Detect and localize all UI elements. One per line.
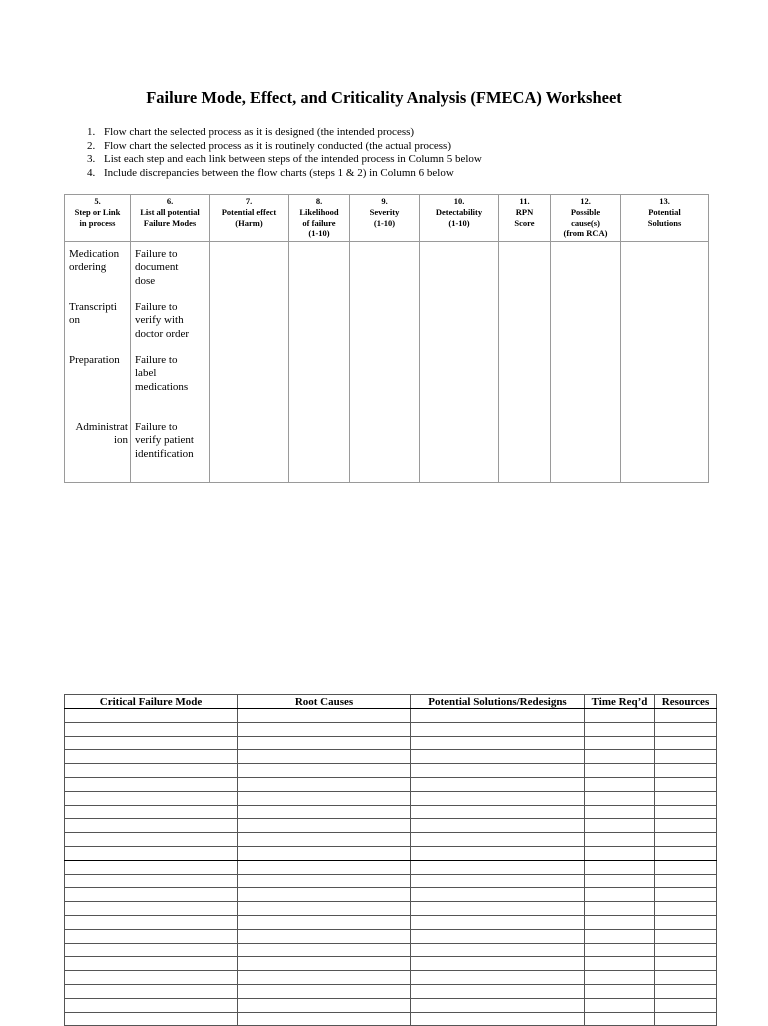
rpn-score-cell[interactable] xyxy=(499,242,551,483)
instruction-item: 3. List each step and each link between steps of the intended process in Column 5 below xyxy=(87,153,482,166)
blank-cell[interactable] xyxy=(238,915,411,929)
table-row xyxy=(65,957,717,971)
blank-cell[interactable] xyxy=(585,791,655,805)
table-row xyxy=(65,971,717,985)
blank-cell[interactable] xyxy=(655,971,717,985)
blank-cell[interactable] xyxy=(238,805,411,819)
blank-cell[interactable] xyxy=(585,998,655,1012)
root-cause-table-body xyxy=(65,709,717,1026)
column-header: Time Req’d xyxy=(585,695,655,709)
blank-cell[interactable] xyxy=(65,764,238,778)
blank-cell[interactable] xyxy=(65,709,238,723)
blank-cell[interactable] xyxy=(238,709,411,723)
blank-cell[interactable] xyxy=(585,943,655,957)
blank-cell[interactable] xyxy=(411,971,585,985)
table-row xyxy=(65,943,717,957)
blank-cell[interactable] xyxy=(585,777,655,791)
blank-cell[interactable] xyxy=(65,957,238,971)
blank-cell[interactable] xyxy=(238,791,411,805)
blank-cell[interactable] xyxy=(585,833,655,847)
table-row xyxy=(65,984,717,998)
blank-cell[interactable] xyxy=(238,860,411,874)
blank-cell[interactable] xyxy=(238,846,411,860)
blank-cell[interactable] xyxy=(65,777,238,791)
column-number: 11. xyxy=(499,195,551,207)
blank-cell[interactable] xyxy=(655,943,717,957)
table-row xyxy=(65,998,717,1012)
blank-cell[interactable] xyxy=(655,902,717,916)
blank-cell[interactable] xyxy=(65,998,238,1012)
blank-cell[interactable] xyxy=(585,736,655,750)
blank-cell[interactable] xyxy=(65,929,238,943)
blank-cell[interactable] xyxy=(238,777,411,791)
column-number: 13. xyxy=(621,195,709,207)
table-row xyxy=(65,874,717,888)
blank-cell[interactable] xyxy=(65,902,238,916)
blank-cell[interactable] xyxy=(238,929,411,943)
blank-cell[interactable] xyxy=(65,805,238,819)
blank-cell[interactable] xyxy=(411,888,585,902)
instruction-list xyxy=(82,126,482,181)
possible-causes-cell[interactable] xyxy=(551,242,621,483)
blank-cell[interactable] xyxy=(585,888,655,902)
blank-cell[interactable] xyxy=(411,805,585,819)
blank-cell[interactable] xyxy=(655,957,717,971)
blank-cell[interactable] xyxy=(411,709,585,723)
column-header: Resources xyxy=(655,695,717,709)
failure-mode-column-cell[interactable] xyxy=(131,242,210,483)
blank-cell[interactable] xyxy=(411,722,585,736)
table-row xyxy=(65,846,717,860)
blank-cell[interactable] xyxy=(238,902,411,916)
blank-cell[interactable] xyxy=(238,943,411,957)
column-number: 6. xyxy=(131,195,210,207)
blank-cell[interactable] xyxy=(411,984,585,998)
blank-cell[interactable] xyxy=(411,833,585,847)
blank-cell[interactable] xyxy=(65,943,238,957)
table-row xyxy=(65,777,717,791)
table-row xyxy=(65,929,717,943)
blank-cell[interactable] xyxy=(411,998,585,1012)
column-header: Detectability (1-10) xyxy=(420,206,499,242)
blank-cell[interactable] xyxy=(655,764,717,778)
instruction-item: 4. Include discrepancies between the flow charts (steps 1 & 2) in Column 6 below xyxy=(87,167,454,180)
column-header: Likelihood of failure (1-10) xyxy=(289,206,350,242)
blank-cell[interactable] xyxy=(655,722,717,736)
detectability-cell[interactable] xyxy=(420,242,499,483)
blank-cell[interactable] xyxy=(411,860,585,874)
step-column-cell[interactable] xyxy=(65,242,131,483)
blank-cell[interactable] xyxy=(655,846,717,860)
blank-cell[interactable] xyxy=(655,805,717,819)
blank-cell[interactable] xyxy=(411,791,585,805)
column-header: Severity (1-10) xyxy=(350,206,420,242)
table-row xyxy=(65,722,717,736)
blank-cell[interactable] xyxy=(238,874,411,888)
blank-cell[interactable] xyxy=(238,888,411,902)
blank-cell[interactable] xyxy=(585,957,655,971)
blank-cell[interactable] xyxy=(238,750,411,764)
column-header: Potential Solutions xyxy=(621,206,709,242)
blank-cell[interactable] xyxy=(585,764,655,778)
blank-cell[interactable] xyxy=(411,764,585,778)
blank-cell[interactable] xyxy=(655,929,717,943)
blank-cell[interactable] xyxy=(585,929,655,943)
blank-cell[interactable] xyxy=(411,874,585,888)
table-row xyxy=(65,819,717,833)
blank-cell[interactable] xyxy=(238,833,411,847)
table-row xyxy=(65,764,717,778)
blank-cell[interactable] xyxy=(65,722,238,736)
blank-cell[interactable] xyxy=(238,764,411,778)
blank-cell[interactable] xyxy=(655,750,717,764)
root-cause-table xyxy=(64,694,717,1026)
fmeca-table xyxy=(64,194,709,483)
potential-solutions-cell[interactable] xyxy=(621,242,709,483)
blank-cell[interactable] xyxy=(655,998,717,1012)
table-row xyxy=(65,860,717,874)
blank-cell[interactable] xyxy=(65,860,238,874)
table-row xyxy=(65,805,717,819)
blank-cell[interactable] xyxy=(585,984,655,998)
table-row xyxy=(65,709,717,723)
column-header: Root Causes xyxy=(238,695,411,709)
blank-cell[interactable] xyxy=(411,750,585,764)
blank-cell[interactable] xyxy=(655,736,717,750)
table-row xyxy=(65,736,717,750)
instruction-item: 2. Flow chart the selected process as it is routinely conducted (the actual process) xyxy=(87,139,451,152)
step-entry: Medication ordering xyxy=(69,248,120,274)
failure-mode-entry: Failure to verify patient identification xyxy=(135,421,194,460)
severity-cell[interactable] xyxy=(350,242,420,483)
blank-cell[interactable] xyxy=(65,791,238,805)
blank-cell[interactable] xyxy=(585,722,655,736)
blank-cell[interactable] xyxy=(238,998,411,1012)
column-header: RPN Score xyxy=(499,206,551,242)
blank-cell[interactable] xyxy=(585,709,655,723)
blank-cell[interactable] xyxy=(411,915,585,929)
blank-cell[interactable] xyxy=(411,777,585,791)
column-number: 9. xyxy=(350,195,420,207)
step-entry: Preparation xyxy=(69,354,120,366)
column-header: Potential Solutions/Redesigns xyxy=(411,695,585,709)
column-number: 10. xyxy=(420,195,499,207)
blank-cell[interactable] xyxy=(238,722,411,736)
column-number: 5. xyxy=(65,195,131,207)
blank-cell[interactable] xyxy=(655,984,717,998)
blank-cell[interactable] xyxy=(65,750,238,764)
table-row xyxy=(65,833,717,847)
column-header: List all potential Failure Modes xyxy=(131,206,210,242)
column-number: 12. xyxy=(551,195,621,207)
blank-cell[interactable] xyxy=(238,957,411,971)
blank-cell[interactable] xyxy=(411,846,585,860)
blank-cell[interactable] xyxy=(238,819,411,833)
failure-mode-entry: Failure to label medications xyxy=(135,354,189,393)
blank-cell[interactable] xyxy=(585,874,655,888)
table-row xyxy=(65,915,717,929)
column-header: Critical Failure Mode xyxy=(65,695,238,709)
blank-cell[interactable] xyxy=(655,888,717,902)
step-entry: Administrat ion xyxy=(75,421,128,447)
blank-cell[interactable] xyxy=(411,902,585,916)
blank-cell[interactable] xyxy=(65,984,238,998)
blank-cell[interactable] xyxy=(655,709,717,723)
blank-cell[interactable] xyxy=(585,750,655,764)
blank-cell[interactable] xyxy=(65,874,238,888)
table-row xyxy=(65,888,717,902)
blank-cell[interactable] xyxy=(655,860,717,874)
blank-cell[interactable] xyxy=(411,736,585,750)
blank-cell[interactable] xyxy=(655,915,717,929)
blank-cell[interactable] xyxy=(65,819,238,833)
blank-cell[interactable] xyxy=(411,819,585,833)
blank-cell[interactable] xyxy=(238,736,411,750)
column-number: 7. xyxy=(210,195,289,207)
blank-cell[interactable] xyxy=(65,846,238,860)
column-header: Possible cause(s) (from RCA) xyxy=(551,206,621,242)
potential-effect-cell[interactable] xyxy=(210,242,289,483)
blank-cell[interactable] xyxy=(238,984,411,998)
blank-cell[interactable] xyxy=(585,846,655,860)
blank-cell[interactable] xyxy=(655,791,717,805)
table-row xyxy=(65,791,717,805)
blank-cell[interactable] xyxy=(585,860,655,874)
blank-cell[interactable] xyxy=(65,971,238,985)
blank-cell[interactable] xyxy=(585,805,655,819)
blank-cell[interactable] xyxy=(585,819,655,833)
blank-cell[interactable] xyxy=(411,943,585,957)
blank-cell[interactable] xyxy=(585,915,655,929)
failure-mode-entry: Failure to document dose xyxy=(135,248,179,287)
blank-cell[interactable] xyxy=(655,777,717,791)
blank-cell[interactable] xyxy=(238,971,411,985)
blank-cell[interactable] xyxy=(585,971,655,985)
blank-cell[interactable] xyxy=(65,833,238,847)
blank-cell[interactable] xyxy=(655,819,717,833)
column-header: Potential effect (Harm) xyxy=(210,206,289,242)
blank-cell[interactable] xyxy=(65,888,238,902)
table-row xyxy=(65,750,717,764)
table-row xyxy=(65,902,717,916)
blank-cell[interactable] xyxy=(411,929,585,943)
failure-mode-entry: Failure to verify with doctor order xyxy=(135,301,190,340)
blank-cell[interactable] xyxy=(655,833,717,847)
blank-cell[interactable] xyxy=(585,902,655,916)
column-number: 8. xyxy=(289,195,350,207)
column-header: Step or Link in process xyxy=(65,206,131,242)
step-entry: Transcripti on xyxy=(69,301,117,327)
instruction-item: 1. Flow chart the selected process as it is designed (the intended process) xyxy=(87,126,415,138)
blank-cell[interactable] xyxy=(65,915,238,929)
blank-cell[interactable] xyxy=(655,874,717,888)
blank-cell[interactable] xyxy=(65,736,238,750)
blank-cell[interactable] xyxy=(411,957,585,971)
page-title: Failure Mode, Effect, and Criticality Analysis (FMECA) Worksheet xyxy=(146,88,622,107)
likelihood-cell[interactable] xyxy=(289,242,350,483)
